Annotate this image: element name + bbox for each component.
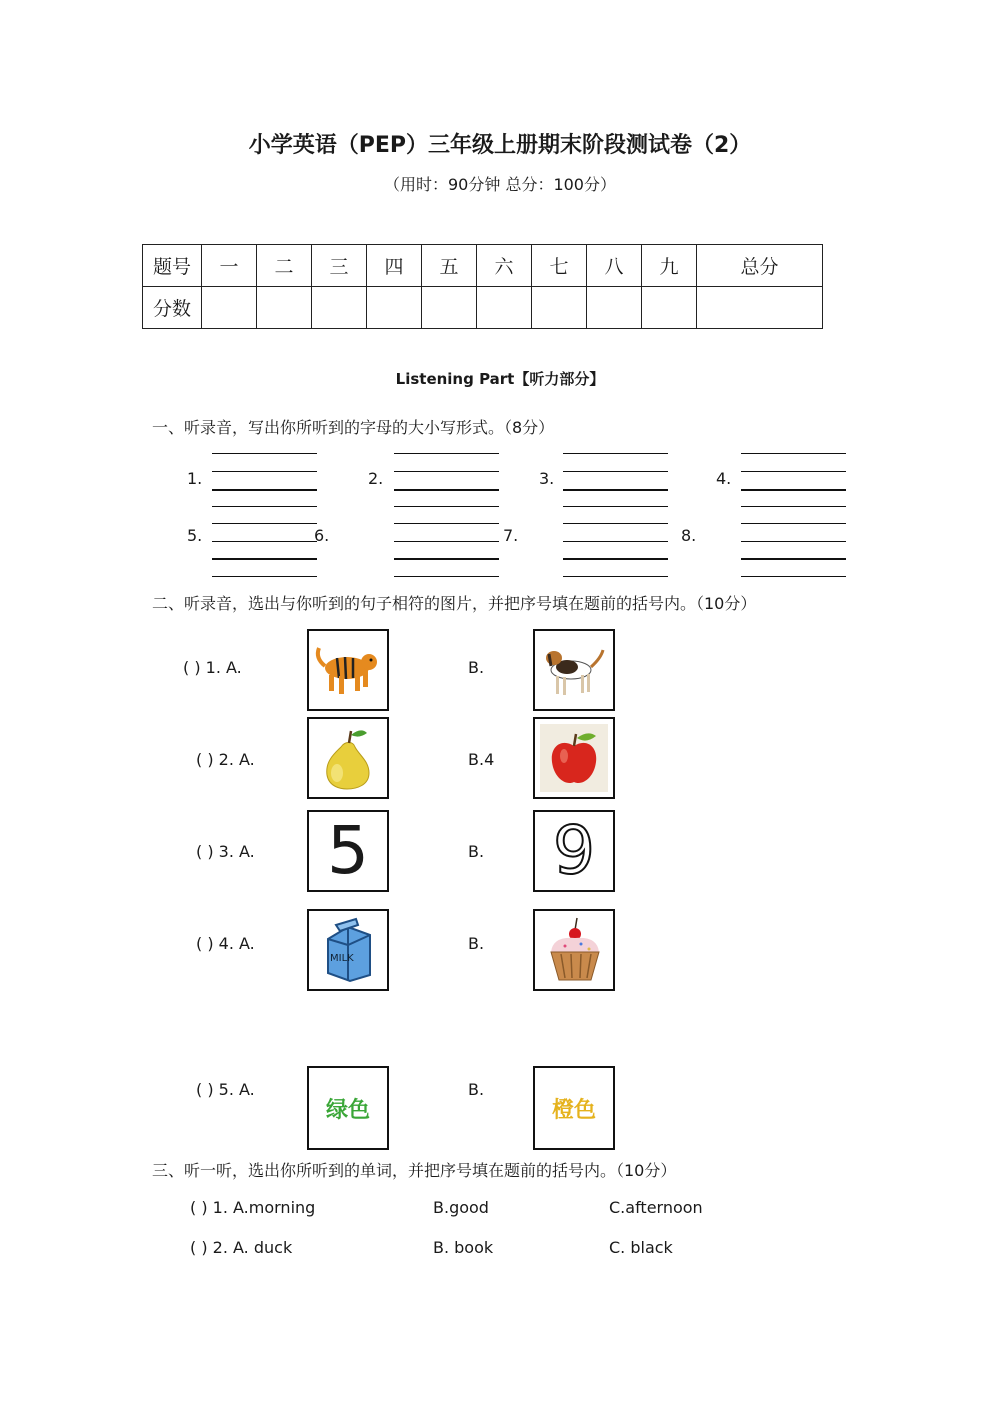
- score-input-cell[interactable]: [587, 287, 642, 329]
- option-a-image[interactable]: [307, 1066, 389, 1150]
- score-input-cell[interactable]: [477, 287, 532, 329]
- score-input-cell[interactable]: [422, 287, 477, 329]
- score-input-cell[interactable]: [532, 287, 587, 329]
- question-number: 7.: [503, 526, 519, 545]
- apple-icon: [538, 722, 610, 794]
- score-table: [142, 244, 823, 329]
- cupcake-icon: [541, 914, 607, 986]
- number-five: 5: [327, 812, 369, 889]
- question-number: 6.: [314, 526, 330, 545]
- score-input-cell[interactable]: [257, 287, 312, 329]
- table-cell: 分数: [143, 287, 202, 329]
- color-word-orange: 橙色: [551, 1097, 596, 1123]
- score-table-score-row: [143, 287, 823, 329]
- item-label: B.: [468, 1080, 485, 1099]
- number-nine: 9: [553, 812, 595, 889]
- score-input-cell[interactable]: [312, 287, 367, 329]
- item-label: ( ) 1. A.: [183, 658, 242, 677]
- pear-icon: [313, 723, 383, 793]
- table-cell: 八: [587, 245, 642, 287]
- option-b-image[interactable]: [533, 717, 615, 799]
- item-label: B.4: [468, 750, 495, 769]
- option-b-image[interactable]: [533, 1066, 615, 1150]
- table-cell: 三: [312, 245, 367, 287]
- choice-a[interactable]: ( ) 2. A. duck: [190, 1238, 293, 1257]
- item-label: B.: [468, 842, 485, 861]
- score-table-header-row: [143, 245, 823, 287]
- item-label: ( ) 2. A.: [196, 750, 255, 769]
- choice-a[interactable]: ( ) 1. A.morning: [190, 1198, 316, 1217]
- table-cell: 总分: [697, 245, 823, 287]
- listening-heading: Listening Part【听力部分】: [395, 370, 605, 388]
- page-subtitle: （用时：90分钟 总分：100分）: [384, 175, 616, 194]
- question-number: 5.: [187, 526, 203, 545]
- item-label: ( ) 3. A.: [196, 842, 255, 861]
- option-a-image[interactable]: [307, 629, 389, 711]
- question-number: 3.: [539, 469, 555, 488]
- option-b-image[interactable]: [533, 810, 615, 892]
- choice-b[interactable]: B.good: [433, 1198, 489, 1217]
- score-input-cell[interactable]: [642, 287, 697, 329]
- color-word-green: 绿色: [325, 1097, 370, 1123]
- item-label: B.: [468, 658, 485, 677]
- table-cell: 一: [202, 245, 257, 287]
- option-a-image[interactable]: [307, 810, 389, 892]
- option-a-image[interactable]: [307, 909, 389, 991]
- score-input-cell[interactable]: [697, 287, 823, 329]
- table-cell: 二: [257, 245, 312, 287]
- section2-instruction: 二、听录音，选出与你听到的句子相符的图片，并把序号填在题前的括号内。（10分）: [152, 594, 757, 613]
- page-title: 小学英语（PEP）三年级上册期末阶段测试卷（2）: [248, 133, 752, 158]
- table-cell: 题号: [143, 245, 202, 287]
- table-cell: 四: [367, 245, 422, 287]
- item-label: ( ) 5. A.: [196, 1080, 255, 1099]
- table-cell: 九: [642, 245, 697, 287]
- option-b-image[interactable]: [533, 909, 615, 991]
- score-input-cell[interactable]: [202, 287, 257, 329]
- table-cell: 七: [532, 245, 587, 287]
- item-label: ( ) 4. A.: [196, 934, 255, 953]
- dog-icon: [537, 640, 611, 700]
- choice-c[interactable]: C.afternoon: [609, 1198, 703, 1217]
- choice-c[interactable]: C. black: [609, 1238, 673, 1257]
- question-number: 1.: [187, 469, 203, 488]
- milk-label: MILK: [330, 953, 354, 964]
- section1-instruction: 一、听录音，写出你所听到的字母的大小写形式。（8分）: [152, 418, 555, 437]
- option-b-image[interactable]: [533, 629, 615, 711]
- option-a-image[interactable]: [307, 717, 389, 799]
- choice-b[interactable]: B. book: [433, 1238, 494, 1257]
- table-cell: 五: [422, 245, 477, 287]
- tiger-icon: [311, 640, 385, 700]
- item-label: B.: [468, 934, 485, 953]
- milk-carton-icon: [318, 917, 378, 983]
- question-number: 8.: [681, 526, 697, 545]
- section3-instruction: 三、听一听，选出你所听到的单词，并把序号填在题前的括号内。（10分）: [152, 1161, 677, 1180]
- score-input-cell[interactable]: [367, 287, 422, 329]
- table-cell: 六: [477, 245, 532, 287]
- question-number: 2.: [368, 469, 384, 488]
- question-number: 4.: [716, 469, 732, 488]
